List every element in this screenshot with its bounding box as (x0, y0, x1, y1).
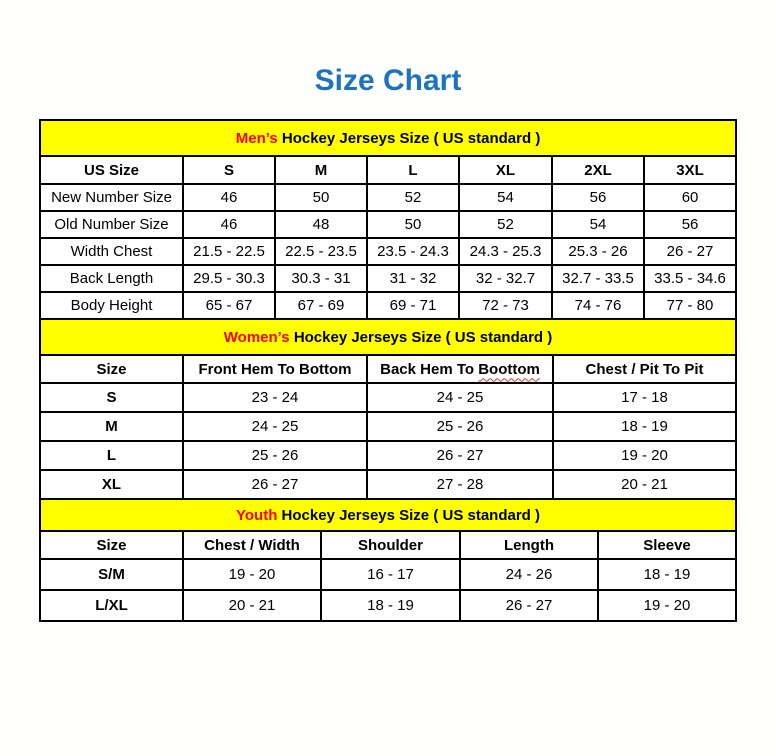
row-label: L/XL (40, 590, 183, 621)
cell: 33.5 - 34.6 (644, 265, 736, 292)
mens-column-header: US Size (40, 156, 183, 184)
womens-header-row (40, 355, 736, 383)
cell: 25 - 26 (367, 412, 553, 441)
cell: 26 - 27 (367, 441, 553, 470)
page-title: Size Chart (314, 64, 462, 97)
cell: 56 (644, 211, 736, 238)
mens-column-header: 3XL (644, 156, 736, 184)
cell: 20 - 21 (553, 470, 736, 499)
youth-size-table (39, 498, 737, 622)
womens-banner-highlight: Women’s (223, 328, 290, 346)
youth-table-row (40, 559, 736, 590)
cell: 30.3 - 31 (275, 265, 367, 292)
cell: 52 (459, 211, 552, 238)
mens-table-row (40, 184, 736, 211)
row-label: Body Height (40, 292, 183, 319)
mens-column-header: XL (459, 156, 552, 184)
cell: 65 - 67 (183, 292, 275, 319)
youth-banner-text: Hockey Jerseys Size ( US standard ) (281, 506, 540, 524)
cell: 48 (275, 211, 367, 238)
youth-column-header: Sleeve (598, 531, 736, 559)
cell: 20 - 21 (183, 590, 321, 621)
womens-size-table (39, 318, 737, 500)
cell: 26 - 27 (644, 238, 736, 265)
cell: 32.7 - 33.5 (552, 265, 644, 292)
mens-table-row (40, 292, 736, 319)
mens-table-row (40, 211, 736, 238)
youth-column-header: Shoulder (321, 531, 460, 559)
cell: 25.3 - 26 (552, 238, 644, 265)
cell: 23 - 24 (183, 383, 367, 412)
cell: 24 - 25 (367, 383, 553, 412)
row-label: M (40, 412, 183, 441)
row-label: New Number Size (40, 184, 183, 211)
cell: 67 - 69 (275, 292, 367, 319)
youth-banner-highlight: Youth (236, 506, 278, 524)
womens-column-header: Size (40, 355, 183, 383)
cell: 69 - 71 (367, 292, 459, 319)
cell: 26 - 27 (183, 470, 367, 499)
mens-column-header: M (275, 156, 367, 184)
cell: 21.5 - 22.5 (183, 238, 275, 265)
cell: 24 - 25 (183, 412, 367, 441)
mens-header-row (40, 156, 736, 184)
youth-table-row (40, 590, 736, 621)
row-label: Width Chest (40, 238, 183, 265)
row-label: S/M (40, 559, 183, 590)
cell: 77 - 80 (644, 292, 736, 319)
misspelled-word: Boottom (478, 360, 540, 378)
mens-size-table (39, 119, 737, 320)
youth-header-row (40, 531, 736, 559)
youth-column-header: Length (460, 531, 598, 559)
mens-column-header: 2XL (552, 156, 644, 184)
cell: 50 (275, 184, 367, 211)
cell: 60 (644, 184, 736, 211)
cell: 46 (183, 211, 275, 238)
cell: 26 - 27 (460, 590, 598, 621)
cell: 54 (459, 184, 552, 211)
womens-banner-row (40, 319, 736, 355)
size-chart-tables (39, 119, 736, 622)
womens-section-banner (40, 319, 736, 355)
cell: 18 - 19 (553, 412, 736, 441)
cell: 50 (367, 211, 459, 238)
womens-table-row (40, 412, 736, 441)
cell: 18 - 19 (321, 590, 460, 621)
row-label: S (40, 383, 183, 412)
womens-column-header (367, 355, 553, 383)
womens-column-header: Front Hem To Bottom (183, 355, 367, 383)
mens-column-header: L (367, 156, 459, 184)
womens-banner-text: Hockey Jerseys Size ( US standard ) (293, 328, 553, 346)
cell: 27 - 28 (367, 470, 553, 499)
row-label: Back Length (40, 265, 183, 292)
mens-banner-text: Hockey Jerseys Size ( US standard ) (281, 129, 541, 147)
youth-section-banner (40, 499, 736, 531)
cell: 52 (367, 184, 459, 211)
youth-banner-row (40, 499, 736, 531)
womens-column-header-text: Back Hem To (380, 360, 475, 378)
womens-table-row (40, 441, 736, 470)
cell: 24 - 26 (460, 559, 598, 590)
cell: 31 - 32 (367, 265, 459, 292)
mens-section-banner (40, 120, 736, 156)
cell: 56 (552, 184, 644, 211)
cell: 19 - 20 (183, 559, 321, 590)
cell: 17 - 18 (553, 383, 736, 412)
youth-column-header: Size (40, 531, 183, 559)
row-label: XL (40, 470, 183, 499)
cell: 46 (183, 184, 275, 211)
womens-column-header: Chest / Pit To Pit (553, 355, 736, 383)
cell: 24.3 - 25.3 (459, 238, 552, 265)
cell: 72 - 73 (459, 292, 552, 319)
womens-table-row (40, 383, 736, 412)
row-label: Old Number Size (40, 211, 183, 238)
cell: 29.5 - 30.3 (183, 265, 275, 292)
cell: 32 - 32.7 (459, 265, 552, 292)
mens-table-row (40, 265, 736, 292)
mens-banner-highlight: Men’s (235, 129, 278, 147)
youth-column-header: Chest / Width (183, 531, 321, 559)
womens-table-row (40, 470, 736, 499)
cell: 74 - 76 (552, 292, 644, 319)
mens-table-row (40, 238, 736, 265)
size-chart-page (0, 64, 776, 756)
cell: 23.5 - 24.3 (367, 238, 459, 265)
cell: 19 - 20 (598, 590, 736, 621)
cell: 54 (552, 211, 644, 238)
cell: 19 - 20 (553, 441, 736, 470)
mens-column-header: S (183, 156, 275, 184)
cell: 22.5 - 23.5 (275, 238, 367, 265)
mens-banner-row (40, 120, 736, 156)
row-label: L (40, 441, 183, 470)
cell: 16 - 17 (321, 559, 460, 590)
cell: 25 - 26 (183, 441, 367, 470)
cell: 18 - 19 (598, 559, 736, 590)
